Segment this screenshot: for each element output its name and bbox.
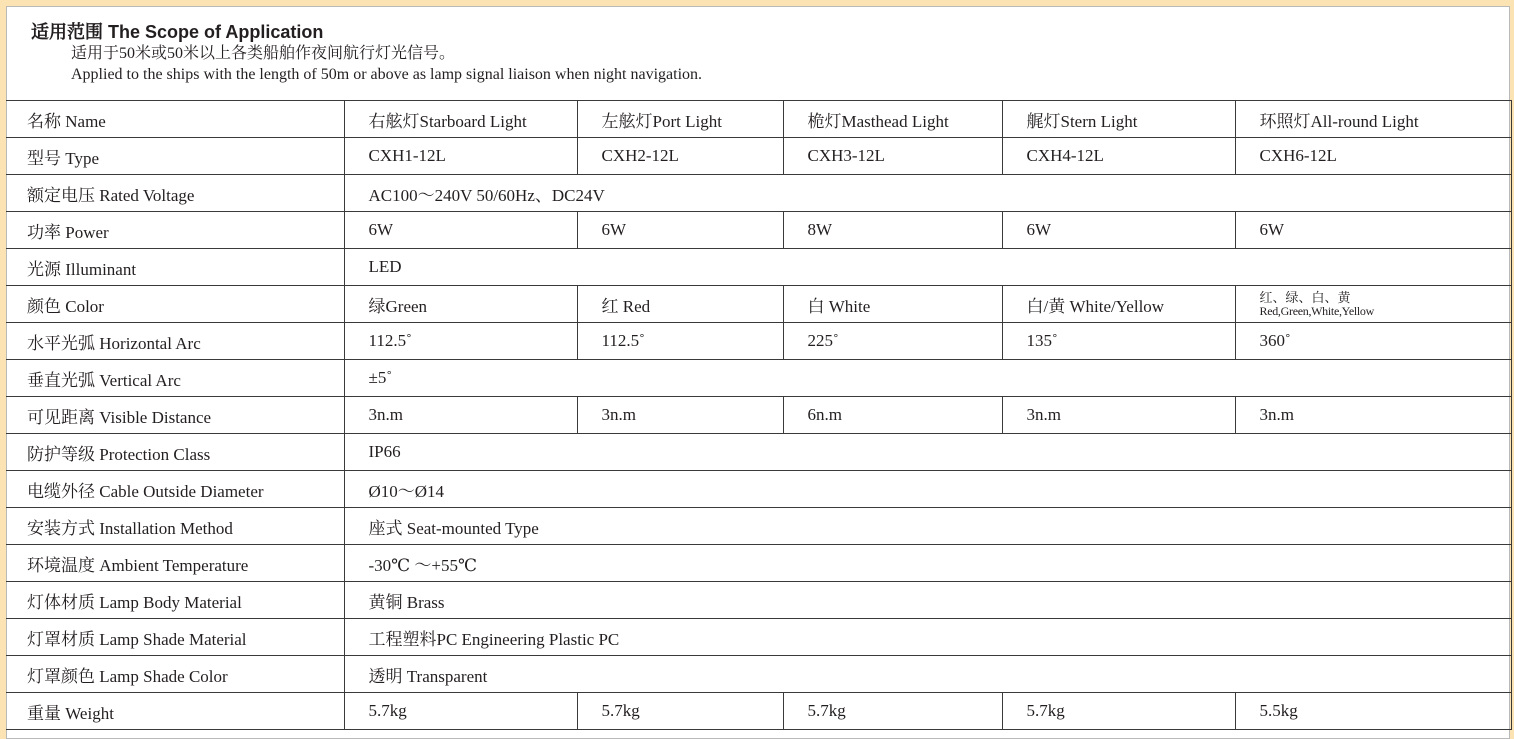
- cell-weight-port: 5.7kg: [577, 693, 783, 730]
- label-vertical-arc: 垂直光弧 Vertical Arc: [6, 360, 344, 397]
- row-shade-material: [6, 619, 1511, 656]
- cell-protection: IP66: [344, 434, 1511, 471]
- cell-color-starboard: 绿Green: [344, 286, 577, 323]
- cell-distance-port: 3n.m: [577, 397, 783, 434]
- cell-harc-masthead: 225˚: [783, 323, 1002, 360]
- cell-voltage: AC100～240V 50/60Hz、DC24V: [344, 175, 1511, 212]
- label-color: 颜色 Color: [6, 286, 344, 323]
- cell-distance-starboard: 3n.m: [344, 397, 577, 434]
- cell-illuminant: LED: [344, 249, 1511, 286]
- color-allround-en: Red,Green,White,Yellow: [1259, 304, 1374, 318]
- cell-distance-masthead: 6n.m: [783, 397, 1002, 434]
- row-protection: [6, 434, 1511, 471]
- label-installation: 安装方式 Installation Method: [6, 508, 344, 545]
- row-illuminant: [6, 249, 1511, 286]
- cell-cable: Ø10～Ø14: [344, 471, 1511, 508]
- cell-harc-starboard: 112.5˚: [344, 323, 577, 360]
- row-color: [6, 286, 1511, 323]
- cell-name-stern: 艉灯Stern Light: [1002, 101, 1235, 138]
- cell-name-port: 左舷灯Port Light: [577, 101, 783, 138]
- label-illuminant: 光源 Illuminant: [6, 249, 344, 286]
- label-shade-material: 灯罩材质 Lamp Shade Material: [6, 619, 344, 656]
- cell-harc-allround: 360˚: [1235, 323, 1511, 360]
- cell-distance-allround: 3n.m: [1235, 397, 1511, 434]
- cell-name-allround: 环照灯All-round Light: [1235, 101, 1511, 138]
- row-temperature: [6, 545, 1511, 582]
- cell-harc-stern: 135˚: [1002, 323, 1235, 360]
- spec-table: [6, 100, 1512, 730]
- row-weight: [6, 693, 1511, 730]
- cell-type-masthead: CXH3-12L: [783, 138, 1002, 175]
- row-horizontal-arc: [6, 323, 1511, 360]
- cell-name-masthead: 桅灯Masthead Light: [783, 101, 1002, 138]
- row-type: [6, 138, 1511, 175]
- scope-section: [31, 21, 1491, 85]
- row-installation: [6, 508, 1511, 545]
- cell-color-allround: [1235, 286, 1511, 323]
- cell-name-starboard: 右舷灯Starboard Light: [344, 101, 577, 138]
- cell-color-stern: 白/黄 White/Yellow: [1002, 286, 1235, 323]
- cell-color-masthead: 白 White: [783, 286, 1002, 323]
- cell-distance-stern: 3n.m: [1002, 397, 1235, 434]
- label-weight: 重量 Weight: [6, 693, 344, 730]
- cell-power-allround: 6W: [1235, 212, 1511, 249]
- cell-installation: 座式 Seat-mounted Type: [344, 508, 1511, 545]
- scope-text-cn: 适用于50米或50米以上各类船舶作夜间航行灯光信号。: [71, 45, 456, 62]
- cell-type-starboard: CXH1-12L: [344, 138, 577, 175]
- color-allround-cn: 红、绿、白、黄: [1259, 290, 1351, 305]
- label-visible-distance: 可见距离 Visible Distance: [6, 397, 344, 434]
- label-horizontal-arc: 水平光弧 Horizontal Arc: [6, 323, 344, 360]
- label-shade-color: 灯罩颜色 Lamp Shade Color: [6, 656, 344, 693]
- row-power: [6, 212, 1511, 249]
- cell-type-port: CXH2-12L: [577, 138, 783, 175]
- row-name: [6, 101, 1511, 138]
- cell-weight-allround: 5.5kg: [1235, 693, 1511, 730]
- cell-temperature: -30℃ ～+55℃: [344, 545, 1511, 582]
- label-voltage: 额定电压 Rated Voltage: [6, 175, 344, 212]
- scope-text-en: Applied to the ships with the length of 50m or above as lamp signal liaison when night navigation.: [71, 66, 703, 83]
- cell-vertical-arc: ±5˚: [344, 360, 1511, 397]
- cell-weight-masthead: 5.7kg: [783, 693, 1002, 730]
- cell-power-starboard: 6W: [344, 212, 577, 249]
- row-shade-color: [6, 656, 1511, 693]
- cell-weight-starboard: 5.7kg: [344, 693, 577, 730]
- label-name: 名称 Name: [6, 101, 344, 138]
- row-visible-distance: [6, 397, 1511, 434]
- cell-shade-material: 工程塑料PC Engineering Plastic PC: [344, 619, 1511, 656]
- row-body-material: [6, 582, 1511, 619]
- cell-weight-stern: 5.7kg: [1002, 693, 1235, 730]
- row-vertical-arc: [6, 360, 1511, 397]
- cell-shade-color: 透明 Transparent: [344, 656, 1511, 693]
- cell-power-stern: 6W: [1002, 212, 1235, 249]
- scope-title: 适用范围 The Scope of Application: [31, 22, 324, 42]
- cell-color-port: 红 Red: [577, 286, 783, 323]
- row-cable: [6, 471, 1511, 508]
- label-type: 型号 Type: [6, 138, 344, 175]
- label-temperature: 环境温度 Ambient Temperature: [6, 545, 344, 582]
- label-power: 功率 Power: [6, 212, 344, 249]
- label-cable: 电缆外径 Cable Outside Diameter: [6, 471, 344, 508]
- label-body-material: 灯体材质 Lamp Body Material: [6, 582, 344, 619]
- cell-power-masthead: 8W: [783, 212, 1002, 249]
- cell-type-stern: CXH4-12L: [1002, 138, 1235, 175]
- cell-body-material: 黄铜 Brass: [344, 582, 1511, 619]
- cell-harc-port: 112.5˚: [577, 323, 783, 360]
- label-protection: 防护等级 Protection Class: [6, 434, 344, 471]
- cell-type-allround: CXH6-12L: [1235, 138, 1511, 175]
- cell-power-port: 6W: [577, 212, 783, 249]
- row-voltage: [6, 175, 1511, 212]
